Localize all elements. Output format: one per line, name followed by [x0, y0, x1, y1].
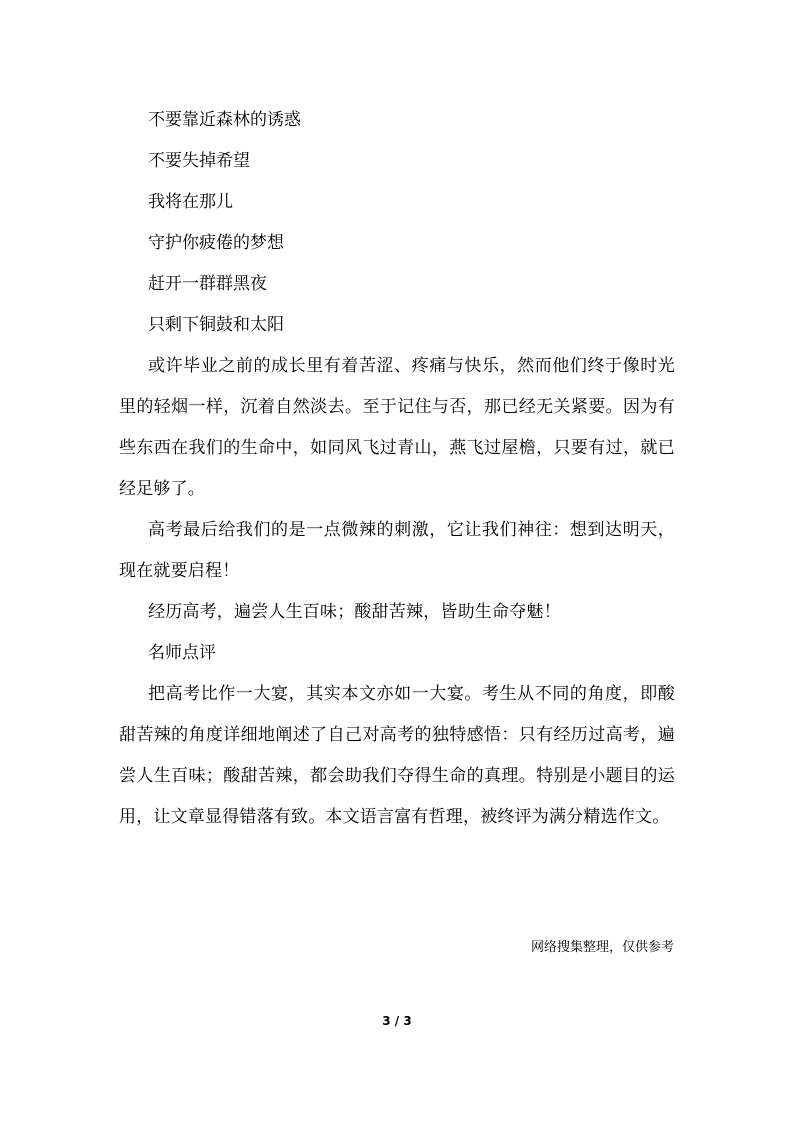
poem-line: 我将在那儿: [148, 192, 233, 212]
page-number: 3 / 3: [382, 1014, 412, 1028]
review-body: 把高考比作一大宴，其实本文亦如一大宴。考生从不同的角度，即酸甜苦辣的角度详细地阐述了自己对高考的独特感悟：只有经历过高考，遍尝人生百味；酸甜苦辣，都会助我们夺得生命的真理。特别是小题目的运用，让文章显得错落有致。本文语言富有哲理，被终评为满分精选作文。: [119, 684, 675, 827]
poem-line: 不要失掉希望: [148, 151, 250, 171]
document-body: [119, 100, 675, 838]
poem-line: 守护你疲倦的梦想: [148, 233, 284, 253]
poem-line: 赶开一群群黑夜: [148, 274, 267, 294]
essay-paragraph: 高考最后给我们的是一点微辣的刺激，它让我们神往：想到达明天，现在就要启程！: [119, 520, 675, 581]
poem-line: 不要靠近森林的诱惑: [148, 110, 301, 130]
essay-paragraph: 经历高考，遍尝人生百味；酸甜苦辣，皆助生命夺魅！: [148, 602, 561, 622]
footer-note: 网络搜集整理，仅供参考: [530, 940, 674, 955]
poem-line: 只剩下铜鼓和太阳: [148, 315, 284, 335]
review-heading: 名师点评: [148, 643, 216, 663]
essay-paragraph: 或许毕业之前的成长里有着苦涩、疼痛与快乐，然而他们终于像时光里的轻烟一样，沉着自然淡去。至于记住与否，那已经无关紧要。因为有些东西在我们的生命中，如同风飞过青山，燕飞过屋檐，只要有过，就已经足够了。: [119, 356, 675, 499]
